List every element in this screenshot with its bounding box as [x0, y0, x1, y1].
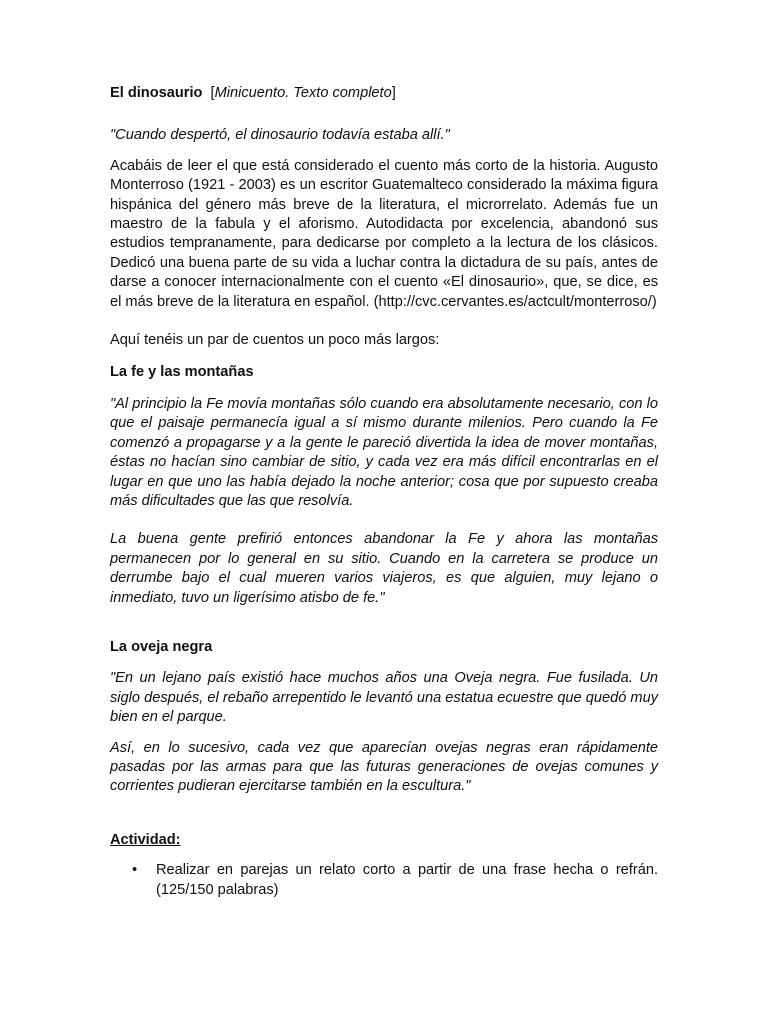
title-bracket-close: ]	[391, 85, 396, 101]
document-title	[110, 84, 658, 103]
title-main: El dinosaurio	[110, 85, 203, 101]
story-heading-fe: La fe y las montañas	[110, 364, 254, 381]
story-fe-paragraph-2: La buena gente prefirió entonces abandonar la Fe y ahora las montañas permanecen por lo general en su sitio. Cuando en la carretera se produce un derrumbe bajo el cual mueren varios viajeros, es que alguien, muy lejano o inmediato, tuvo un ligerísimo atisbo de fe."	[110, 531, 658, 606]
bullet-icon: •	[132, 862, 138, 879]
story-oveja-paragraph-1: "En un lejano país existió hace muchos años una Oveja negra. Fue fusilada. Un siglo después, el rebaño arrepentido le levantó una estatua ecuestre que quedó muy bien en el parque.	[110, 670, 658, 726]
story-oveja-paragraph-2: Así, en lo sucesivo, cada vez que aparecían ovejas negras eran rápidamente pasadas por las armas para que las futuras generaciones de ovejas comunes y corrientes pudieran ejercitarse también en la escultura."	[110, 739, 658, 795]
dinosaur-quote: "Cuando despertó, el dinosaurio todavía estaba allí."	[110, 127, 450, 144]
more-stories-line: Aquí tenéis un par de cuentos un poco más largos:	[110, 332, 440, 349]
title-bracket-open: [	[210, 85, 215, 101]
title-subtitle: Minicuento. Texto completo	[214, 85, 392, 101]
activity-list-item	[132, 861, 658, 900]
story-fe-paragraph-1: "Al principio la Fe movía montañas sólo cuando era absolutamente necesario, con lo que el paisaje permanecía igual a sí mismo durante milenios. Pero cuando la Fe comenzó a propagarse y a la gente le pareció divertida la idea de mover montañas, éstas no hacían sino cambiar de sitio, y cada vez era más difícil encontrarlas en el lugar en que uno las había dejado la noche anterior; cosa que por supuesto creaba más dificultades que las que resolvía.	[110, 395, 658, 509]
story-heading-oveja: La oveja negra	[110, 638, 213, 655]
intro-paragraph: Acabáis de leer el que está considerado el cuento más corto de la historia. Augusto Monterroso (1921 - 2003) es un escritor Guatemalteco considerado la máxima figura hispánica del género más breve de la literatura, el microrrelato. Además fue un maestro de la fabula y el aforismo. Autodidacta por excelencia, abandonó sus estudios tempranamente, para dedicarse por completo a la lectura de los clásicos. Dedicó una buena parte de su vida a luchar contra la dictadura de su país, antes de darse a conocer internacionalmente con el cuento «El dinosaurio», que, se dice, es el más breve de la literatura en español. (http://cvc.cervantes.es/actcult/monterroso/)	[110, 157, 658, 310]
activity-item-text: Realizar en parejas un relato corto a partir de una frase hecha o refrán. (125/150 palabras)	[156, 862, 658, 898]
activity-heading: Actividad:	[110, 831, 181, 848]
document-page	[110, 84, 658, 900]
